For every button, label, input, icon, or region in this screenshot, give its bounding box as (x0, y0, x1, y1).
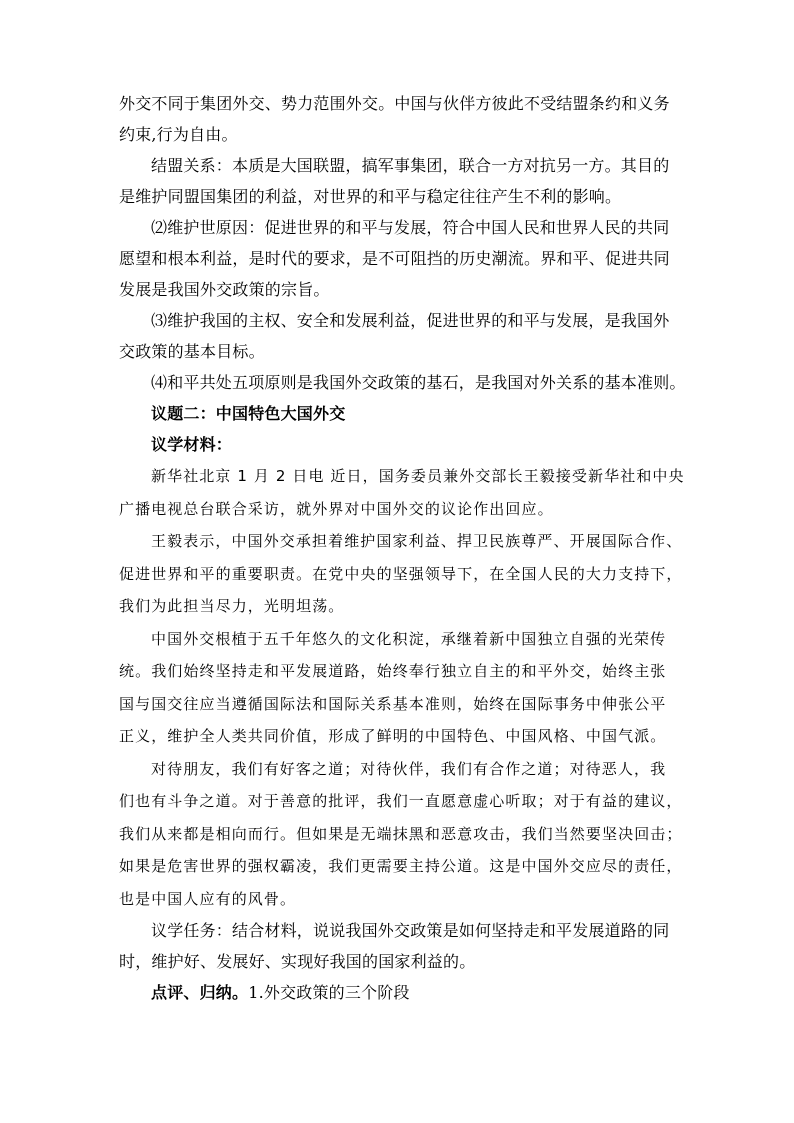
quote-paragraph-3 (119, 623, 679, 753)
text-line: 对待朋友，我们有好客之道；对待伙伴，我们有合作之道；对待恶人，我 (151, 759, 667, 778)
paragraph-point-4 (119, 367, 686, 398)
paragraph-study-task (119, 915, 679, 977)
text-line: 们也有斗争之道。对于善意的批评，我们一直愿意虚心听取；对于有益的建议， (119, 792, 683, 810)
heading-topic-two: 议题二：中国特色大国外交 (151, 404, 346, 423)
text-line: 新华社北京 1 月 2 日电 近日，国务委员兼外交部长王毅接受新华社和中央 (151, 467, 685, 485)
text-line: 正义，维护全人类共同价值，形成了鲜明的中国特色、中国风格、中国气派。 (119, 727, 667, 745)
text-line: 发展是我国外交政策的宗旨。 (119, 280, 330, 299)
text-line: 我们为此担当尽力，光明坦荡。 (119, 597, 345, 615)
text-line: 交政策的基本目标。 (119, 342, 265, 361)
text-line: 时，维护好、发展好、实现好我国的国家利益的。 (119, 952, 476, 971)
text-line: 也是中国人应有的风骨。 (119, 889, 297, 908)
paragraph-teacher-activity (119, 977, 679, 1008)
teacher-activity-text: 1.外交政策的三个阶段 (248, 983, 410, 1002)
text-line: ⑵维护世原因：促进世界的和平与发展，符合中国人民和世界人民的共同 (151, 218, 670, 237)
quote-paragraph-1 (119, 460, 685, 525)
paragraph-point-2 (119, 212, 679, 305)
teacher-activity-label: 点评、归纳。 (151, 983, 249, 1002)
text-line: 议学任务：结合材料，说说我国外交政策是如何坚持走和平发展道路的同 (151, 921, 670, 940)
text-line: 是维护同盟国集团的利益，对世界的和平与稳定往往产生不利的影响。 (119, 187, 622, 206)
paragraph-alliance-relations (119, 150, 679, 212)
text-line: 统。我们始终坚持走和平发展道路，始终奉行独立自主的和平外交，始终主张 (119, 662, 667, 680)
text-line: 约束,行为自由。 (119, 125, 238, 144)
text-line: 中国外交根植于五千年悠久的文化积淀，承继着新中国独立自强的光荣传 (151, 629, 667, 648)
text-line: 广播电视总台联合采访，就外界对中国外交的议论作出回应。 (119, 499, 554, 518)
text-line: ⑷和平共处五项原则是我国外交政策的基石，是我国对外关系的基本准则。 (151, 373, 686, 392)
document-body (119, 88, 686, 1008)
text-line: 外交不同于集团外交、势力范围外交。中国与伙伴方彼此不受结盟条约和义务 (119, 94, 670, 113)
quote-paragraph-2 (119, 525, 683, 623)
quoted-news-material (119, 460, 685, 915)
quote-paragraph-4 (119, 753, 683, 916)
text-line: 如果是危害世界的强权霸凌，我们更需要主持公道。这是中国外交应尽的责任， (119, 857, 683, 875)
text-line: 王毅表示，中国外交承担着维护国家利益、捍卫民族尊严、开展国际合作、 (151, 532, 683, 550)
text-line: ⑶维护我国的主权、安全和发展利益，促进世界的和平与发展，是我国外 (151, 311, 670, 330)
text-line: 促进世界和平的重要职责。在党中央的坚强领导下，在全国人民的大力支持下， (119, 564, 683, 583)
text-line: 国与国交往应当遵循国际法和国际关系基本准则，始终在国际事务中伸张公平 (119, 694, 667, 713)
text-line: 我们从来都是相向而行。但如果是无端抹黑和恶意攻击，我们当然要坚决回击； (119, 824, 683, 843)
text-line: 结盟关系：本质是大国联盟，搞军事集团，联合一方对抗另一方。其目的 (151, 156, 670, 175)
paragraph-point-3 (119, 305, 679, 367)
paragraph-diplomacy-difference (119, 88, 679, 150)
text-line: 愿望和根本利益，是时代的要求，是不可阻挡的历史潮流。界和平、促进共同 (119, 249, 670, 268)
heading-study-material: 议学材料： (151, 435, 233, 454)
